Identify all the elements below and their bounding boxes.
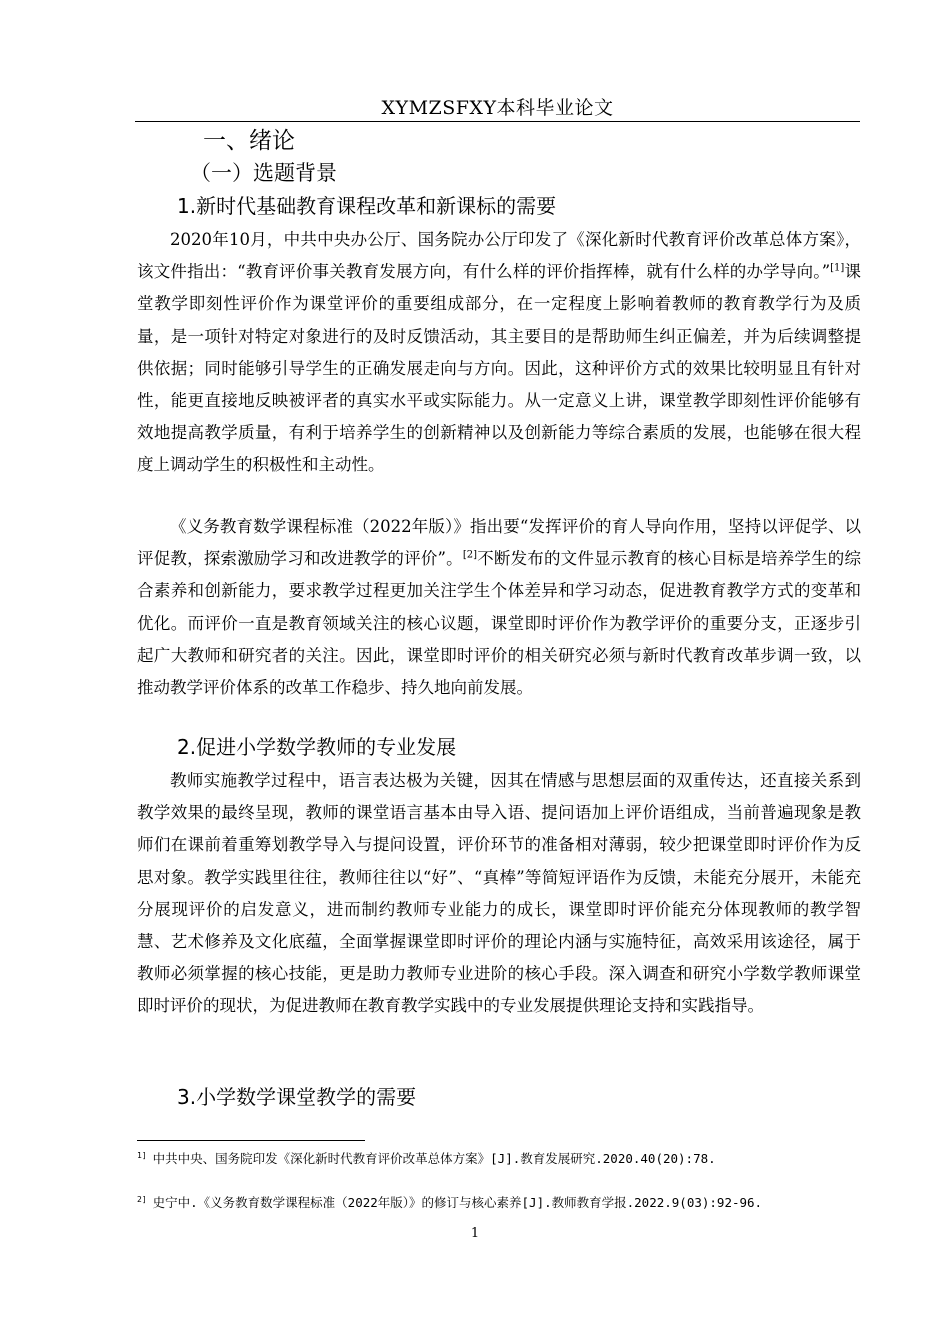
paragraph-1	[137, 224, 861, 482]
subsection-heading-3: 3.小学数学课堂教学的需要	[177, 1085, 417, 1109]
footnote-2-text: 史宁中.《义务教育数学课程标准（2022年版）》的修订与核心素养[J].教师教育学报.2022.9(03):92-96.	[152, 1195, 763, 1210]
subsection-heading-1: 1.新时代基础教育课程改革和新课标的需要	[177, 194, 557, 218]
paragraph-1-text-b: 课堂教学即刻性评价作为课堂评价的重要组成部分，在一定程度上影响着教师的教育教学行为及质量，是一项针对特定对象进行的及时反馈活动，其主要目的是帮助师生纠正偏差，并为后续调整提供依据；同时能够引导学生的正确发展走向与方向。因此，这种评价方式的效果比较明显且有针对性，能更直接地反映被评者的真实水平或实际能力。从一定意义上讲，课堂教学即刻性评价能够有效地提高教学质量，有利于培养学生的创新精神以及创新能力等综合素质的发展，也能够在很大程度上调动学生的积极性和主动性。	[137, 262, 862, 475]
subsection-heading-2: 2.促进小学数学教师的专业发展	[177, 735, 457, 759]
footnote-rule	[137, 1140, 365, 1141]
paragraph-1-text-a: 2020年10月，中共中央办公厅、国务院办公厅印发了《深化新时代教育评价改革总体方案》，该文件指出：“教育评价事关教育发展方向，有什么样的评价指挥棒，就有什么样的办学导向。”	[137, 230, 861, 282]
paragraph-3: 教师实施教学过程中，语言表达极为关键，因其在情感与思想层面的双重传达，还直接关系到教学效果的最终呈现，教师的课堂语言基本由导入语、提问语加上评价语组成，当前普遍现象是教师们在课前着重筹划教学导入与提问设置，评价环节的准备相对薄弱，较少把课堂即时评价作为反思对象。教学实践里往往，教师往往以“好”、“真棒”等简短评语作为反馈，未能充分展开，未能充分展现评价的启发意义，进而制约教师专业能力的成长，课堂即时评价能充分体现教师的教学智慧、艺术修养及文化底蕴，全面掌握课堂即时评价的理论内涵与实施特征，高效采用该途径，属于教师必须掌握的核心技能，更是助力教师专业进阶的核心手段。深入调查和研究小学数学教师课堂即时评价的现状，为促进教师在教育教学实践中的专业发展提供理论支持和实践指导。	[137, 771, 861, 1016]
paragraph-2-text-b: 不断发布的文件显示教育的核心目标是培养学生的综合素养和创新能力，要求教学过程更加关注学生个体差异和学习动态，促进教育教学方式的变革和优化。而评价一直是教育领域关注的核心议题，课堂即时评价作为教学评价的重要分支，正逐步引起广大教师和研究者的关注。因此，课堂即时评价的相关研究必须与新时代教育改革步调一致，以推动教学评价体系的改革工作稳步、持久地向前发展。	[137, 549, 862, 698]
footnote-1-mark: 1]	[137, 1150, 147, 1160]
paragraph-2-text-a: 《义务教育数学课程标准（2022年版）》指出要“发挥评价的育人导向作用，坚持以评促学、以评促教，探索激励学习和改进教学的评价”。	[137, 517, 861, 569]
header-rule	[135, 121, 860, 122]
page-header: XYMZSFXY本科毕业论文	[381, 97, 614, 119]
paragraph-2	[137, 511, 861, 704]
footnote-1	[137, 1148, 777, 1170]
page-number: 1	[470, 1226, 480, 1241]
chapter-heading: 一、绪论	[203, 128, 295, 154]
footnote-2-mark: 2]	[137, 1194, 147, 1204]
section-heading: （一）选题背景	[190, 161, 337, 185]
footnote-1-text: 中共中央、国务院印发《深化新时代教育评价改革总体方案》[J].教育发展研究.2020.40(20):78.	[152, 1151, 716, 1166]
citation-2: [2]	[462, 549, 478, 561]
citation-1: [1]	[830, 262, 845, 274]
footnote-2	[137, 1192, 777, 1214]
